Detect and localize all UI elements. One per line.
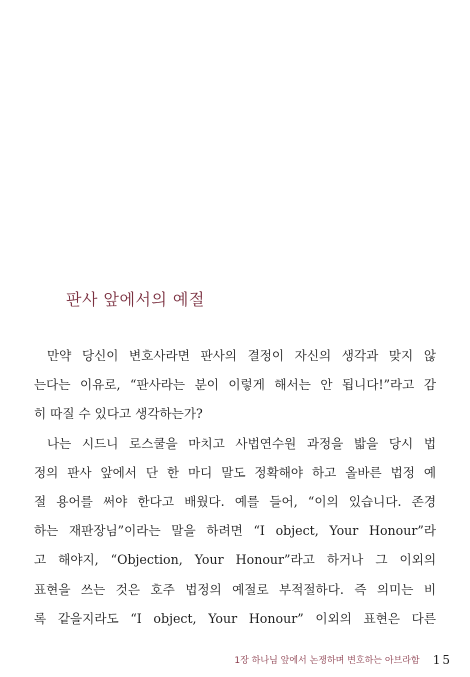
body-text [34,345,436,637]
page-footer [234,649,452,668]
body-line: 록 같을지라도 “I object, Your Honour” 이외의 표현은 다른 [34,610,436,626]
body-line: 고 해야지, “Objection, Your Honour”라고 하거나 그 이외의 [34,552,436,568]
body-line: 나는 시드니 로스쿨을 마치고 사법연수원 과정을 밟을 당시 법 [47,435,436,451]
body-line: 정의 판사 앞에서 단 한 마디 말도 정확해야 하고 올바른 법정 예 [34,464,436,480]
body-line: 히 따질 수 있다고 생각하는가? [34,406,203,422]
body-line: 만약 당신이 변호사라면 판사의 결정이 자신의 생각과 맞지 않 [47,348,436,363]
body-line: 표현을 쓰는 것은 호주 법정의 예절로 부적절하다. 즉 의미는 비 [34,581,436,597]
body-line: 하는 재판장님”이라는 말을 하려면 “I object, Your Honour”라 [34,523,436,539]
running-title: 1장 하나님 앞에서 논쟁하며 변호하는 아브라함 [234,656,420,666]
section-title: 판사 앞에서의 예절 [66,290,205,309]
body-line: 는다는 이유로, “판사라는 분이 이렇게 해서는 안 됩니다!”라고 감 [34,377,436,393]
body-line: 절 용어를 써야 한다고 배웠다. 예를 들어, “이의 있습니다. 존경 [34,493,436,509]
page-number: 15 [432,652,452,667]
